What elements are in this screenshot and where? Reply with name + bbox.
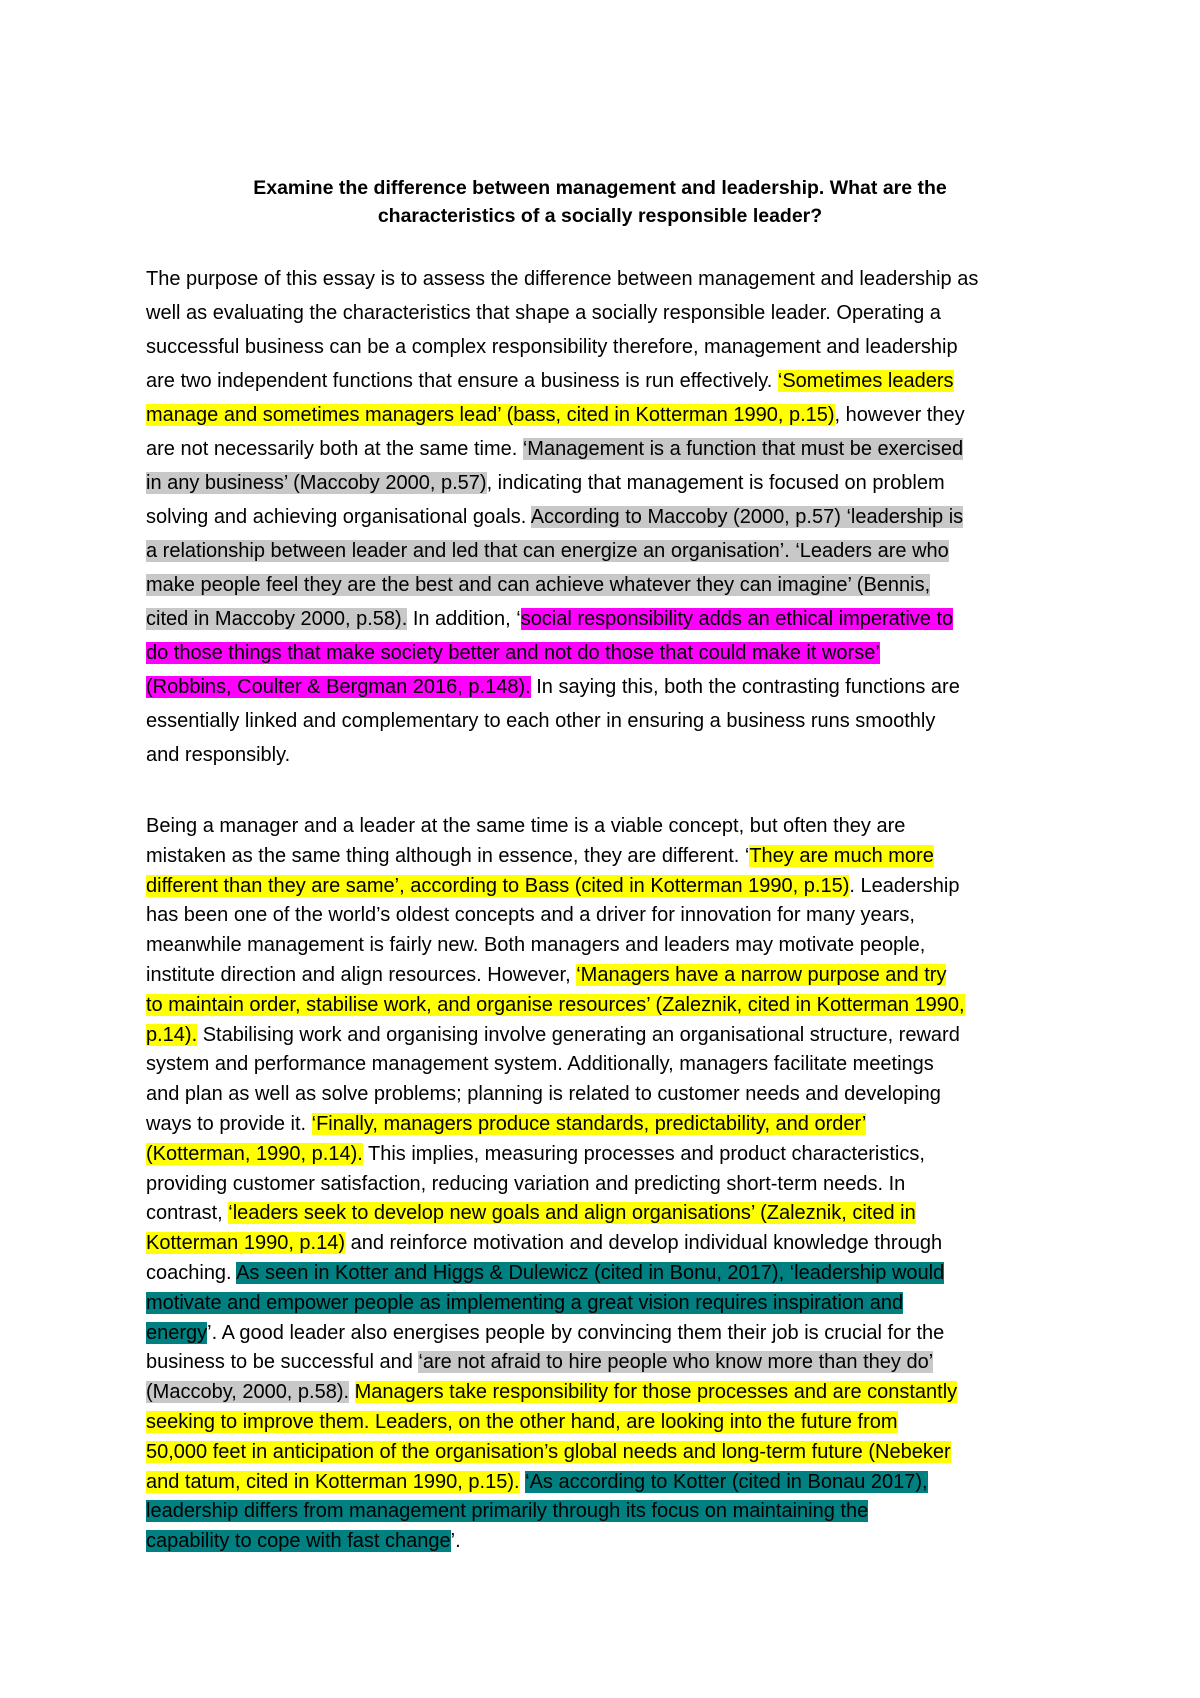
highlighted-quote-gray: a relationship between leader and led that can energize an organisation’. ‘Leaders are who [146, 540, 949, 562]
highlighted-quote-yellow: ‘Finally, managers produce standards, predictability, and order’ [311, 1112, 867, 1135]
text-line [146, 296, 1066, 330]
text-segment: providing customer satisfaction, reducing variation and predicting short-term needs. In [146, 1172, 906, 1195]
text-line [146, 704, 1066, 738]
text-line [146, 602, 1066, 636]
highlighted-quote-yellow: Managers take responsibility for those processes and are constantly [354, 1381, 958, 1404]
text-segment: essentially linked and complementary to each other in ensuring a business runs smoothly [146, 710, 936, 732]
title-line: Examine the difference between management and leadership. What are the [253, 177, 947, 199]
paragraph-introduction [146, 262, 1066, 772]
text-line [146, 534, 1066, 568]
highlighted-quote-teal: motivate and empower people as implementing a great vision requires inspiration and [146, 1291, 904, 1314]
highlighted-quote-yellow: ‘Sometimes leaders [777, 370, 954, 392]
text-segment: mistaken as the same thing although in essence, they are different. ‘ [146, 844, 750, 867]
text-segment: coaching. [146, 1261, 237, 1284]
highlighted-quote-yellow: (Kotterman, 1990, p.14). [146, 1142, 363, 1165]
highlighted-quote-yellow: manage and sometimes managers lead’ (bass, cited in Kotterman 1990, p.15) [146, 404, 835, 426]
text-line [146, 1229, 1066, 1259]
text-line [146, 330, 1066, 364]
highlighted-quote-teal: energy [146, 1321, 208, 1344]
text-segment: Being a manager and a leader at the same time is a viable concept, but often they are [146, 815, 906, 837]
highlighted-quote-teal: leadership differs from management primarily through its focus on maintaining the [146, 1500, 869, 1523]
highlighted-quote-yellow: 50,000 feet in anticipation of the organisation’s global needs and long-term future (Nebeker [146, 1440, 951, 1463]
text-segment: This implies, measuring processes and product characteristics, [362, 1142, 925, 1165]
text-line [146, 398, 1066, 432]
text-segment: and plan as well as solve problems; planning is related to customer needs and developing [146, 1083, 941, 1106]
text-segment: meanwhile management is fairly new. Both managers and leaders may motivate people, [146, 934, 926, 957]
highlighted-quote-yellow: They are much more [749, 844, 934, 867]
text-line [146, 568, 1066, 602]
text-line [146, 1021, 1066, 1051]
highlighted-quote-gray: ‘are not afraid to hire people who know more than they do’ [418, 1351, 934, 1374]
text-line [146, 812, 1066, 842]
highlighted-quote-gray: make people feel they are the best and can achieve whatever they can imagine’ (Bennis, [146, 574, 931, 596]
text-line [146, 1110, 1066, 1140]
text-line [146, 1080, 1066, 1110]
text-segment: are not necessarily both at the same time. [146, 438, 523, 460]
text-segment: In addition, ‘ [407, 608, 521, 630]
text-segment: and reinforce motivation and develop individual knowledge through [345, 1232, 943, 1255]
text-line [146, 1199, 1066, 1229]
highlighted-quote-yellow: Kotterman 1990, p.14) [146, 1232, 346, 1255]
text-line [146, 931, 1066, 961]
highlighted-quote-yellow: seeking to improve them. Leaders, on the other hand, are looking into the future from [146, 1410, 898, 1433]
text-line [146, 961, 1066, 991]
text-line [146, 842, 1066, 872]
text-segment: ’. A good leader also energises people by convincing them their job is crucial for the [207, 1321, 945, 1344]
text-line [146, 500, 1066, 534]
text-segment: Stabilising work and organising involve generating an organisational structure, reward [197, 1023, 960, 1046]
text-segment: , however they [834, 404, 965, 426]
text-segment [349, 1381, 355, 1403]
text-segment: contrast, [146, 1202, 229, 1225]
text-line [146, 1378, 1066, 1408]
text-line [146, 466, 1066, 500]
text-line [146, 432, 1066, 466]
essay-title [140, 174, 1060, 230]
highlighted-quote-teal: As seen in Kotter and Higgs & Dulewicz (cited in Bonu, 2017), ‘leadership would [236, 1261, 945, 1284]
highlighted-quote-yellow: ‘leaders seek to develop new goals and align organisations’ (Zaleznik, cited in [228, 1202, 916, 1225]
text-segment: are two independent functions that ensure a business is run effectively. [146, 370, 778, 392]
highlighted-quote-yellow: and tatum, cited in Kotterman 1990, p.15). [146, 1470, 520, 1493]
text-line [146, 1497, 1066, 1527]
paragraph-manager-vs-leader [146, 812, 1066, 1557]
text-line [146, 901, 1066, 931]
text-segment: solving and achieving organisational goals. [146, 506, 531, 528]
highlighted-quote-gray: cited in Maccoby 2000, p.58). [146, 608, 408, 630]
text-segment: ’. [450, 1530, 461, 1553]
text-line [146, 1289, 1066, 1319]
text-line [146, 262, 1066, 296]
highlighted-quote-yellow: p.14). [146, 1023, 198, 1046]
text-segment: business to be successful and [146, 1351, 419, 1374]
text-segment: . Leadership [849, 874, 960, 897]
text-segment: has been one of the world’s oldest concepts and a driver for innovation for many years, [146, 904, 915, 927]
text-line [146, 1170, 1066, 1200]
text-segment: well as evaluating the characteristics that shape a socially responsible leader. Operating a [146, 302, 941, 324]
highlighted-quote-magenta: do those things that make society better and not do those that could make it worse’ [146, 642, 880, 664]
highlighted-quote-teal: capability to cope with fast change [146, 1530, 451, 1553]
text-segment: In saying this, both the contrasting functions are [530, 676, 960, 698]
highlighted-quote-gray: in any business’ (Maccoby 2000, p.57) [146, 472, 487, 494]
text-segment: , indicating that management is focused on problem [486, 472, 945, 494]
text-segment: The purpose of this essay is to assess the difference between management and leadership as [146, 268, 979, 290]
text-line [146, 636, 1066, 670]
highlighted-quote-magenta: (Robbins, Coulter & Bergman 2016, p.148). [146, 676, 531, 698]
text-segment: institute direction and align resources. However, [146, 963, 577, 986]
highlighted-quote-gray: According to Maccoby (2000, p.57) ‘leadership is [530, 506, 964, 528]
highlighted-quote-yellow: ‘Managers have a narrow purpose and try [576, 963, 947, 986]
text-line [146, 991, 1066, 1021]
text-segment: and responsibly. [146, 744, 291, 766]
text-line [146, 1438, 1066, 1468]
highlighted-quote-yellow: different than they are same’, according to Bass (cited in Kotterman 1990, p.15) [146, 874, 850, 897]
text-line [146, 670, 1066, 704]
text-segment: successful business can be a complex responsibility therefore, management and leadership [146, 336, 958, 358]
title-line: characteristics of a socially responsible leader? [377, 205, 823, 227]
highlighted-quote-teal: ‘As according to Kotter (cited in Bonau 2017), [525, 1470, 928, 1493]
text-line [146, 872, 1066, 902]
text-segment: ways to provide it. [146, 1112, 312, 1135]
text-line [146, 1050, 1066, 1080]
text-line [146, 1348, 1066, 1378]
text-line [146, 1140, 1066, 1170]
highlighted-quote-magenta: social responsibility adds an ethical imperative to [520, 608, 954, 630]
text-line [146, 1468, 1066, 1498]
text-segment: system and performance management system. Additionally, managers facilitate meetings [146, 1053, 934, 1076]
highlighted-quote-gray: ‘Management is a function that must be exercised [522, 438, 964, 460]
highlighted-quote-gray: (Maccoby, 2000, p.58). [146, 1381, 350, 1404]
text-line [146, 1527, 1066, 1557]
text-line [146, 1319, 1066, 1349]
text-line [146, 1408, 1066, 1438]
text-line [146, 364, 1066, 398]
text-line [146, 1259, 1066, 1289]
text-line [146, 738, 1066, 772]
highlighted-quote-yellow: to maintain order, stabilise work, and organise resources’ (Zaleznik, cited in Kotterman 1990, [146, 993, 965, 1016]
